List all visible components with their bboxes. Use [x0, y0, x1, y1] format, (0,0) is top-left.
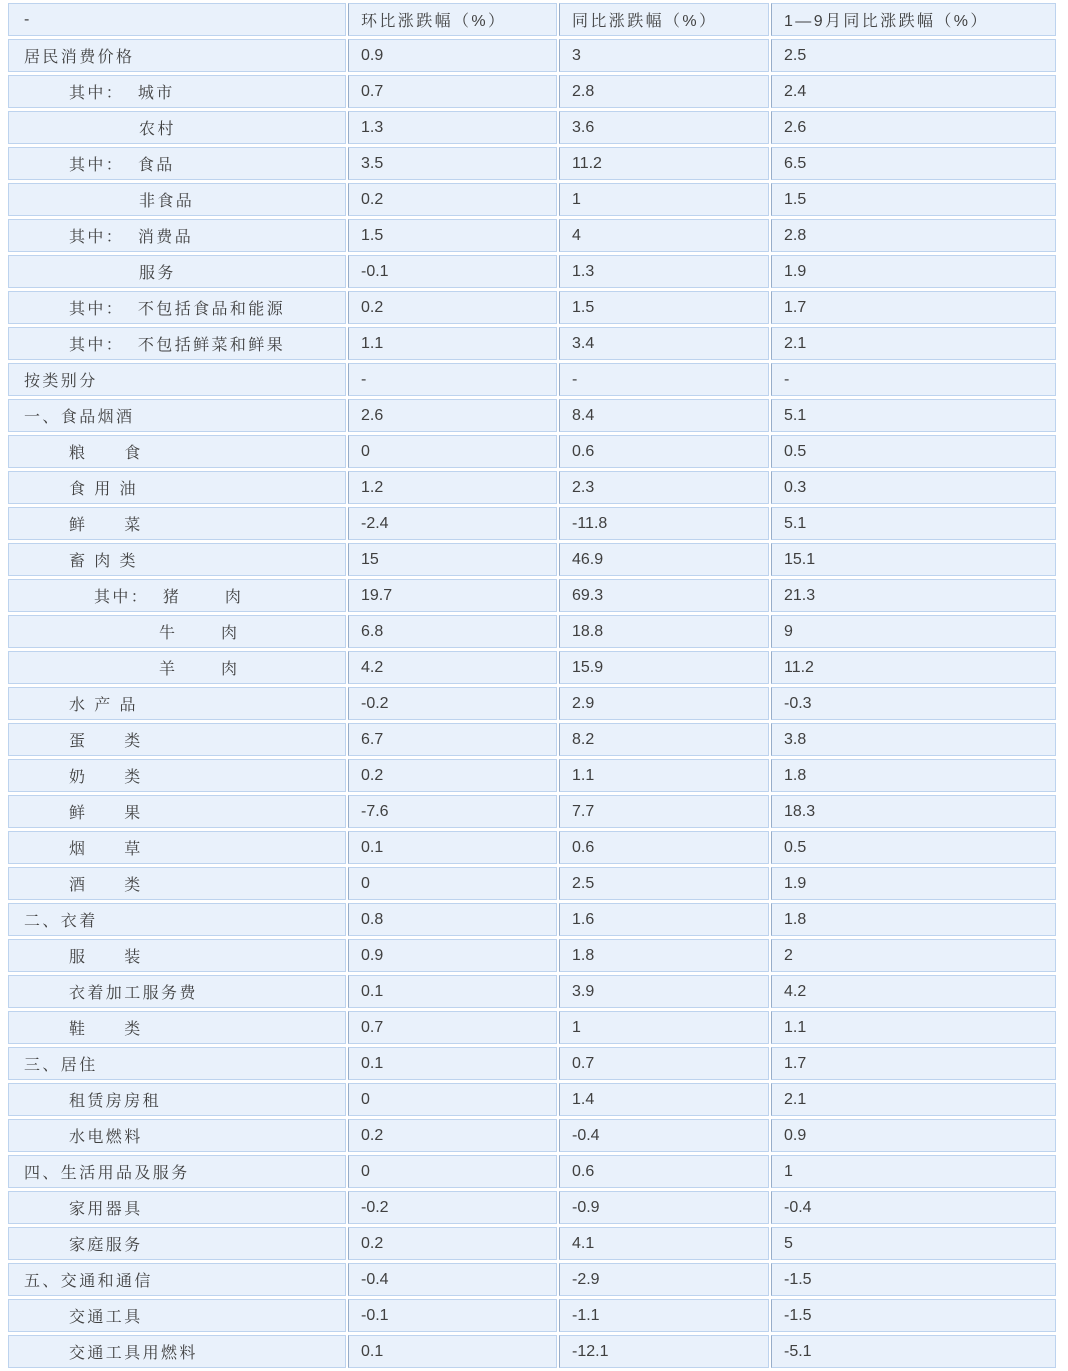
table-row	[8, 327, 1056, 360]
value-cell: 2.6	[771, 111, 1056, 144]
value-cell: 0.8	[348, 903, 557, 936]
table-row	[8, 435, 1056, 468]
table-row	[8, 183, 1056, 216]
value-cell: 1.8	[559, 939, 769, 972]
value-cell: 2.8	[771, 219, 1056, 252]
table-row	[8, 75, 1056, 108]
value-cell: 1.2	[348, 471, 557, 504]
value-cell: -7.6	[348, 795, 557, 828]
table-row	[8, 291, 1056, 324]
value-cell: 0.2	[348, 1119, 557, 1152]
value-cell: 1.8	[771, 759, 1056, 792]
value-cell: 0.2	[348, 1227, 557, 1260]
row-label-cell: 非食品	[8, 183, 346, 216]
value-cell: -0.2	[348, 687, 557, 720]
value-cell: 1.3	[559, 255, 769, 288]
value-cell: 3.6	[559, 111, 769, 144]
table-row	[8, 1011, 1056, 1044]
value-cell: 0	[348, 1155, 557, 1188]
table-row	[8, 579, 1056, 612]
row-label-cell: 按类别分	[8, 363, 346, 396]
row-label-cell: 奶 类	[8, 759, 346, 792]
value-cell: 19.7	[348, 579, 557, 612]
value-cell: 0.1	[348, 1335, 557, 1368]
value-cell: 1.5	[348, 219, 557, 252]
row-label-cell: 鞋 类	[8, 1011, 346, 1044]
table-row	[8, 399, 1056, 432]
value-cell: 1.1	[559, 759, 769, 792]
value-cell: 0.9	[771, 1119, 1056, 1152]
row-label-cell: 粮 食	[8, 435, 346, 468]
value-cell: 1.1	[348, 327, 557, 360]
table-row	[8, 651, 1056, 684]
value-cell: -	[559, 363, 769, 396]
value-cell: 4.2	[348, 651, 557, 684]
row-label-cell: 其中： 城市	[8, 75, 346, 108]
value-cell: -0.3	[771, 687, 1056, 720]
value-cell: -11.8	[559, 507, 769, 540]
value-cell: 1.8	[771, 903, 1056, 936]
value-cell: 8.2	[559, 723, 769, 756]
row-label-cell: 三、居住	[8, 1047, 346, 1080]
table-row	[8, 255, 1056, 288]
value-cell: 46.9	[559, 543, 769, 576]
value-cell: 0.1	[348, 975, 557, 1008]
row-label-cell: 农村	[8, 111, 346, 144]
value-cell: 3.5	[348, 147, 557, 180]
value-cell: 0.6	[559, 435, 769, 468]
row-label-cell: 交通工具用燃料	[8, 1335, 346, 1368]
table-row	[8, 867, 1056, 900]
value-cell: 4.2	[771, 975, 1056, 1008]
row-label-cell: 牛 肉	[8, 615, 346, 648]
column-header-mom: 环比涨跌幅（%）	[348, 3, 557, 36]
row-label-cell: 交通工具	[8, 1299, 346, 1332]
row-label-cell: 四、生活用品及服务	[8, 1155, 346, 1188]
value-cell: -	[771, 363, 1056, 396]
row-label-cell: 烟 草	[8, 831, 346, 864]
value-cell: 18.3	[771, 795, 1056, 828]
table-row	[8, 1047, 1056, 1080]
table-row	[8, 723, 1056, 756]
value-cell: 7.7	[559, 795, 769, 828]
value-cell: 0.2	[348, 759, 557, 792]
value-cell: 2.8	[559, 75, 769, 108]
table-row	[8, 831, 1056, 864]
value-cell: 2.5	[559, 867, 769, 900]
value-cell: 1.6	[559, 903, 769, 936]
table-row	[8, 687, 1056, 720]
header-row	[8, 3, 1056, 36]
table-row	[8, 1263, 1056, 1296]
value-cell: 1.9	[771, 255, 1056, 288]
column-header-yoy: 同比涨跌幅（%）	[559, 3, 769, 36]
row-label-cell: 蛋 类	[8, 723, 346, 756]
row-label-cell: 二、衣着	[8, 903, 346, 936]
row-label-cell: 水电燃料	[8, 1119, 346, 1152]
table-body	[8, 39, 1056, 1368]
value-cell: 1.9	[771, 867, 1056, 900]
value-cell: 18.8	[559, 615, 769, 648]
value-cell: -	[348, 363, 557, 396]
value-cell: 3	[559, 39, 769, 72]
value-cell: 2.3	[559, 471, 769, 504]
row-label-cell: 水 产 品	[8, 687, 346, 720]
table-row	[8, 363, 1056, 396]
value-cell: -1.5	[771, 1263, 1056, 1296]
column-header-category: -	[8, 3, 346, 36]
value-cell: 1.7	[771, 291, 1056, 324]
value-cell: 2.9	[559, 687, 769, 720]
row-label-cell: 鲜 菜	[8, 507, 346, 540]
value-cell: -2.4	[348, 507, 557, 540]
table-row	[8, 615, 1056, 648]
value-cell: 21.3	[771, 579, 1056, 612]
row-label-cell: 家用器具	[8, 1191, 346, 1224]
value-cell: -12.1	[559, 1335, 769, 1368]
table-row	[8, 939, 1056, 972]
value-cell: 6.5	[771, 147, 1056, 180]
value-cell: 1.5	[559, 291, 769, 324]
value-cell: 0.5	[771, 435, 1056, 468]
table-row	[8, 219, 1056, 252]
value-cell: 0.1	[348, 831, 557, 864]
row-label-cell: 酒 类	[8, 867, 346, 900]
value-cell: 5.1	[771, 507, 1056, 540]
value-cell: 15.1	[771, 543, 1056, 576]
row-label-cell: 其中： 不包括食品和能源	[8, 291, 346, 324]
value-cell: 1	[559, 1011, 769, 1044]
table-row	[8, 1227, 1056, 1260]
row-label-cell: 居民消费价格	[8, 39, 346, 72]
column-header-ytd: 1—9月同比涨跌幅（%）	[771, 3, 1056, 36]
value-cell: 9	[771, 615, 1056, 648]
row-label-cell: 其中： 消费品	[8, 219, 346, 252]
value-cell: 2.5	[771, 39, 1056, 72]
row-label-cell: 其中： 食品	[8, 147, 346, 180]
table-row	[8, 975, 1056, 1008]
row-label-cell: 家庭服务	[8, 1227, 346, 1260]
row-label-cell: 畜 肉 类	[8, 543, 346, 576]
value-cell: 0.9	[348, 39, 557, 72]
row-label-cell: 鲜 果	[8, 795, 346, 828]
value-cell: 1.3	[348, 111, 557, 144]
row-label-cell: 五、交通和通信	[8, 1263, 346, 1296]
value-cell: 0.6	[559, 1155, 769, 1188]
value-cell: 0.2	[348, 183, 557, 216]
value-cell: 11.2	[559, 147, 769, 180]
row-label-cell: 服务	[8, 255, 346, 288]
value-cell: 0.7	[348, 75, 557, 108]
value-cell: 1.7	[771, 1047, 1056, 1080]
value-cell: 0.2	[348, 291, 557, 324]
table-row	[8, 1191, 1056, 1224]
table-row	[8, 39, 1056, 72]
value-cell: -0.1	[348, 255, 557, 288]
value-cell: -0.2	[348, 1191, 557, 1224]
value-cell: 0.6	[559, 831, 769, 864]
table-row	[8, 1155, 1056, 1188]
value-cell: -0.4	[559, 1119, 769, 1152]
value-cell: 0	[348, 867, 557, 900]
value-cell: -0.4	[348, 1263, 557, 1296]
value-cell: 2.4	[771, 75, 1056, 108]
value-cell: 6.7	[348, 723, 557, 756]
value-cell: 1	[771, 1155, 1056, 1188]
table-row	[8, 1083, 1056, 1116]
value-cell: -0.9	[559, 1191, 769, 1224]
value-cell: 3.8	[771, 723, 1056, 756]
row-label-cell: 一、食品烟酒	[8, 399, 346, 432]
row-label-cell: 租赁房房租	[8, 1083, 346, 1116]
value-cell: 2.1	[771, 327, 1056, 360]
row-label-cell: 服 装	[8, 939, 346, 972]
table-row	[8, 1299, 1056, 1332]
value-cell: -1.1	[559, 1299, 769, 1332]
value-cell: 0.7	[348, 1011, 557, 1044]
value-cell: -5.1	[771, 1335, 1056, 1368]
table-row	[8, 147, 1056, 180]
value-cell: 11.2	[771, 651, 1056, 684]
value-cell: 4.1	[559, 1227, 769, 1260]
value-cell: 4	[559, 219, 769, 252]
table-row	[8, 543, 1056, 576]
value-cell: 5	[771, 1227, 1056, 1260]
value-cell: 69.3	[559, 579, 769, 612]
value-cell: 0.1	[348, 1047, 557, 1080]
row-label-cell: 衣着加工服务费	[8, 975, 346, 1008]
row-label-cell: 羊 肉	[8, 651, 346, 684]
table-row	[8, 795, 1056, 828]
value-cell: 1.4	[559, 1083, 769, 1116]
value-cell: 0	[348, 435, 557, 468]
value-cell: 1.1	[771, 1011, 1056, 1044]
row-label-cell: 其中： 猪 肉	[8, 579, 346, 612]
value-cell: 3.9	[559, 975, 769, 1008]
row-label-cell: 食 用 油	[8, 471, 346, 504]
value-cell: 15.9	[559, 651, 769, 684]
value-cell: 6.8	[348, 615, 557, 648]
value-cell: 2.1	[771, 1083, 1056, 1116]
cpi-table	[6, 0, 1058, 1371]
table-row	[8, 471, 1056, 504]
value-cell: 2	[771, 939, 1056, 972]
row-label-cell: 其中： 不包括鲜菜和鲜果	[8, 327, 346, 360]
table-row	[8, 759, 1056, 792]
value-cell: 5.1	[771, 399, 1056, 432]
value-cell: 1.5	[771, 183, 1056, 216]
value-cell: -0.1	[348, 1299, 557, 1332]
value-cell: 2.6	[348, 399, 557, 432]
value-cell: 8.4	[559, 399, 769, 432]
value-cell: -2.9	[559, 1263, 769, 1296]
value-cell: 0.9	[348, 939, 557, 972]
table-row	[8, 111, 1056, 144]
table-row	[8, 903, 1056, 936]
value-cell: 15	[348, 543, 557, 576]
value-cell: 1	[559, 183, 769, 216]
table-row	[8, 1119, 1056, 1152]
value-cell: 0	[348, 1083, 557, 1116]
value-cell: 0.5	[771, 831, 1056, 864]
value-cell: -0.4	[771, 1191, 1056, 1224]
table-row	[8, 507, 1056, 540]
value-cell: 3.4	[559, 327, 769, 360]
table-row	[8, 1335, 1056, 1368]
value-cell: 0.7	[559, 1047, 769, 1080]
value-cell: 0.3	[771, 471, 1056, 504]
value-cell: -1.5	[771, 1299, 1056, 1332]
